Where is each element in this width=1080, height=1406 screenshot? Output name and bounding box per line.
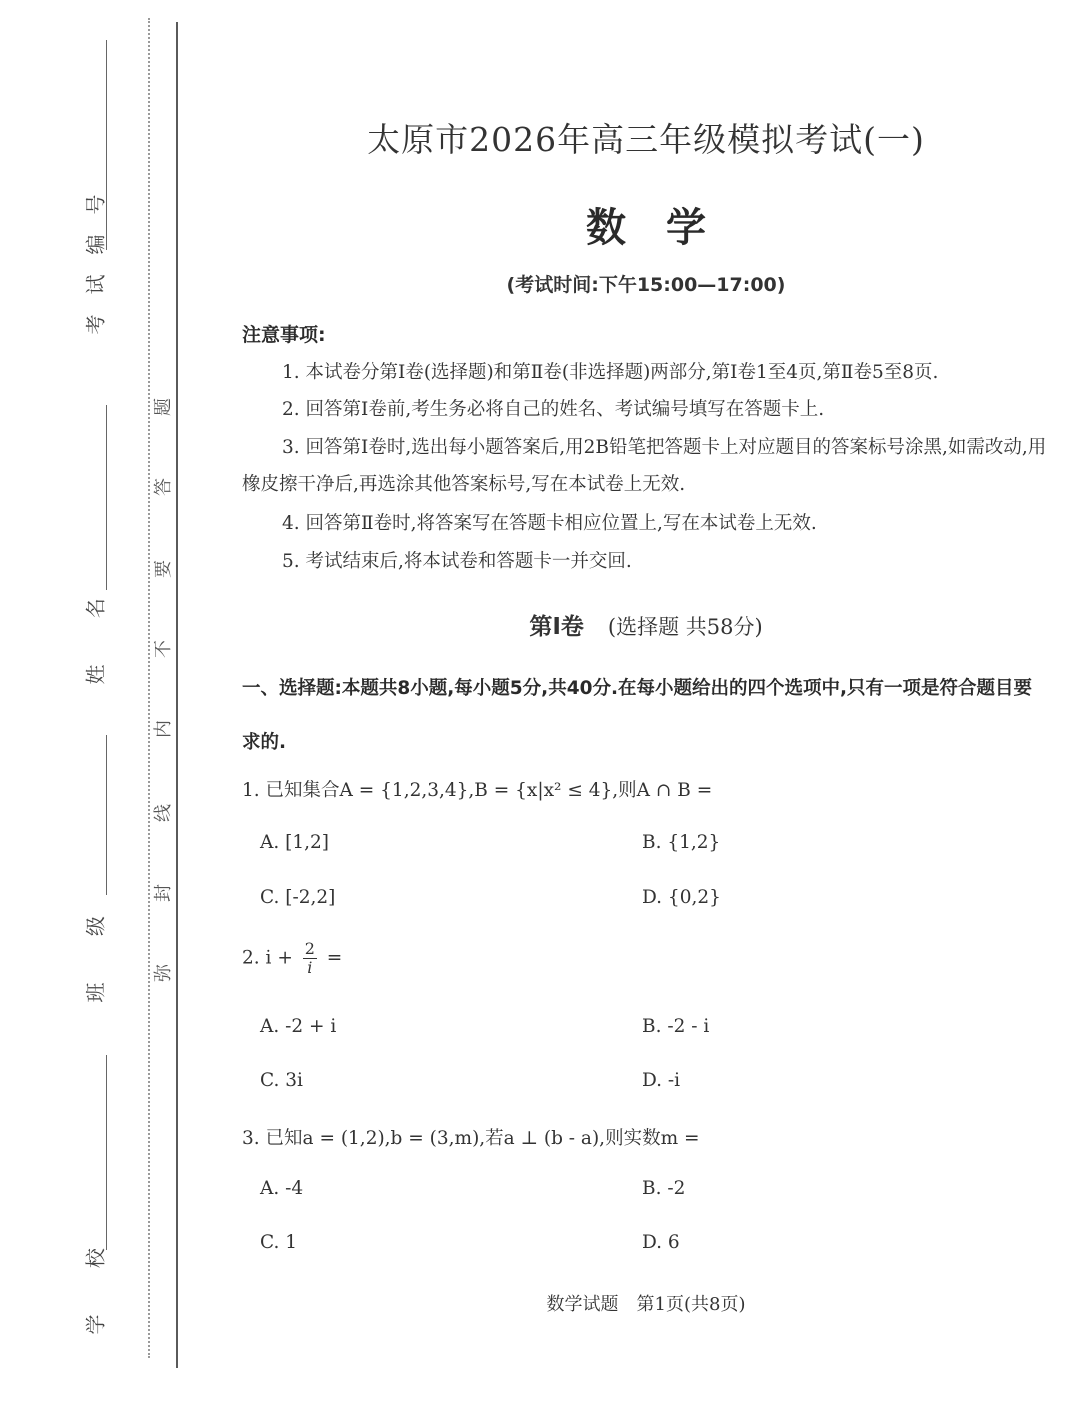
question-stem-prefix: 2. i + <box>242 947 299 969</box>
fraction <box>303 940 317 977</box>
seal-char: 不 <box>153 640 174 658</box>
class-rule <box>106 735 107 895</box>
option-b: B. -2 - i <box>642 1016 710 1037</box>
notes-heading: 注意事项: <box>242 324 326 346</box>
note-item: 4. 回答第Ⅱ卷时,将答案写在答题卡相应位置上,写在本试卷上无效. <box>282 513 817 534</box>
note-item: 1. 本试卷分第Ⅰ卷(选择题)和第Ⅱ卷(非选择题)两部分,第Ⅰ卷1至4页,第Ⅱ卷5至8页. <box>282 362 939 383</box>
fraction-denominator: i <box>307 958 313 977</box>
page-footer: 数学试题 第1页(共8页) <box>546 1294 746 1315</box>
exam-time: (考试时间:下午15:00—17:00) <box>506 274 786 296</box>
note-item: 2. 回答第Ⅰ卷前,考生务必将自己的姓名、考试编号填写在答题卡上. <box>282 399 825 420</box>
subject-title: 数学 <box>586 205 746 251</box>
exam-title: 太原市2026年高三年级模拟考试(一) <box>367 120 925 159</box>
option-a: A. -4 <box>260 1178 304 1199</box>
option-a: A. -2 + i <box>260 1016 337 1037</box>
note-item: 3. 回答第Ⅰ卷时,选出每小题答案后,用2B铅笔把答题卡上对应题目的答案标号涂黑,如需改动,用橡皮擦干净后,再选涂其他答案标号,写在本试卷上无效. <box>242 437 1047 495</box>
option-d: D. {0,2} <box>642 887 721 908</box>
option-c: C. 3i <box>260 1070 303 1091</box>
option-c: C. 1 <box>260 1232 298 1253</box>
seal-char: 答 <box>153 478 174 496</box>
option-c: C. [-2,2] <box>260 887 336 908</box>
section-subtitle: (选择题 共58分) <box>607 615 763 639</box>
question-stem-suffix: = <box>320 947 343 969</box>
exam-number-label: 考试编号 <box>83 174 108 335</box>
seal-char: 线 <box>153 804 174 822</box>
name-rule <box>106 405 107 590</box>
question-stem <box>242 940 342 977</box>
school-label: 学 校 <box>83 1228 108 1335</box>
class-label: 班 级 <box>83 896 108 1003</box>
fraction-numerator: 2 <box>304 939 315 958</box>
name-label: 姓 名 <box>83 578 108 685</box>
seal-char: 题 <box>153 398 174 416</box>
section-main-title: 第Ⅰ卷 <box>529 614 584 640</box>
school-rule <box>106 1055 107 1250</box>
option-d: D. -i <box>642 1070 681 1091</box>
seal-char: 内 <box>153 720 174 738</box>
option-a: A. [1,2] <box>260 832 329 853</box>
seal-dotted-line <box>148 18 150 1358</box>
question-stem: 3. 已知a = (1,2),b = (3,m),若a ⊥ (b - a),则实数m = <box>242 1128 700 1149</box>
option-d: D. 6 <box>642 1232 680 1253</box>
part-instruction: 一、选择题:本题共8小题,每小题5分,共40分.在每小题给出的四个选项中,只有一项是符合题目要求的. <box>242 678 1033 753</box>
seal-char: 弥 <box>153 964 174 982</box>
option-b: B. {1,2} <box>642 832 721 853</box>
section-title <box>242 608 1050 641</box>
note-item: 5. 考试结束后,将本试卷和答题卡一并交回. <box>282 551 632 572</box>
question-stem: 1. 已知集合A = {1,2,3,4},B = {x|x² ≤ 4},则A ∩ B = <box>242 780 713 801</box>
seal-char: 封 <box>153 884 174 902</box>
option-b: B. -2 <box>642 1178 686 1199</box>
seal-solid-line <box>176 22 178 1368</box>
seal-char: 要 <box>153 560 174 578</box>
